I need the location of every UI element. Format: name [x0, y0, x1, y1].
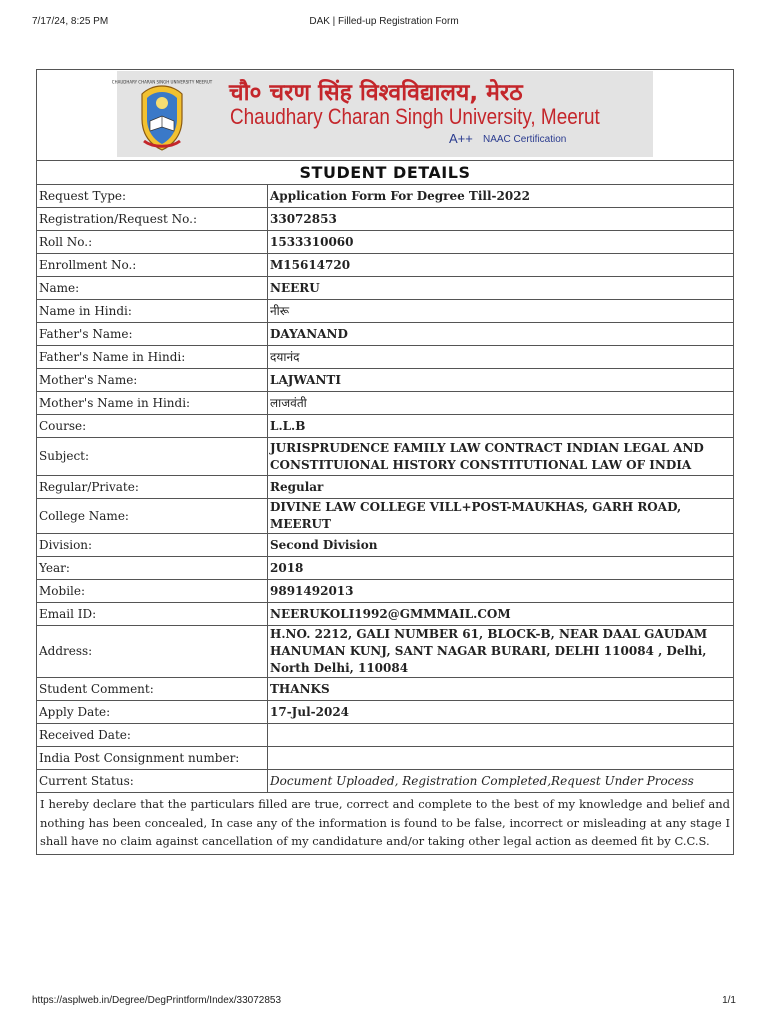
field-label: Enrollment No.:	[37, 254, 268, 277]
field-value: LAJWANTI	[268, 369, 734, 392]
row-course	[37, 415, 733, 438]
field-label: Father's Name in Hindi:	[37, 346, 268, 369]
field-label: Received Date:	[37, 724, 268, 747]
field-label: Student Comment:	[37, 678, 268, 701]
field-value: NEERUKOLI1992@GMMMAIL.COM	[268, 603, 734, 626]
row-apply-date	[37, 701, 733, 724]
field-label: Division:	[37, 534, 268, 557]
field-value: लाजवंती	[268, 392, 734, 415]
print-page-title: DAK | Filled-up Registration Form	[309, 16, 459, 27]
field-value: 9891492013	[268, 580, 734, 603]
field-value: 2018	[268, 557, 734, 580]
row-received-date	[37, 724, 733, 747]
row-mother-name-hindi	[37, 392, 733, 415]
row-mother-name	[37, 369, 733, 392]
field-label: College Name:	[37, 499, 268, 534]
field-value: M15614720	[268, 254, 734, 277]
field-label: Father's Name:	[37, 323, 268, 346]
field-label: Mobile:	[37, 580, 268, 603]
student-details-table	[37, 185, 733, 793]
row-roll-no	[37, 231, 733, 254]
row-student-comment	[37, 678, 733, 701]
university-banner	[111, 71, 653, 157]
field-value: 17-Jul-2024	[268, 701, 734, 724]
field-value: NEERU	[268, 277, 734, 300]
row-division	[37, 534, 733, 557]
field-value	[268, 747, 734, 770]
row-consignment-number	[37, 747, 733, 770]
field-value: 1533310060	[268, 231, 734, 254]
field-value	[268, 724, 734, 747]
row-college-name	[37, 499, 733, 534]
logo-seal-text: CHAUDHARY CHARAN SINGH UNIVERSITY MEERUT	[111, 79, 213, 85]
field-label: Email ID:	[37, 603, 268, 626]
university-name-english: Chaudhary Charan Singh University, Meerut	[230, 104, 600, 129]
row-mobile	[37, 580, 733, 603]
registration-form	[36, 69, 734, 855]
row-name-hindi	[37, 300, 733, 323]
row-father-name	[37, 323, 733, 346]
section-title: STUDENT DETAILS	[37, 161, 733, 185]
field-label: Regular/Private:	[37, 476, 268, 499]
row-current-status	[37, 770, 733, 793]
field-label: Year:	[37, 557, 268, 580]
field-value: 33072853	[268, 208, 734, 231]
field-value: JURISPRUDENCE FAMILY LAW CONTRACT INDIAN LEGAL AND CONSTITUIONAL HISTORY CONSTITUTIONAL LAW OF INDIA	[268, 438, 734, 476]
field-label: Mother's Name:	[37, 369, 268, 392]
field-value: Document Uploaded, Registration Completed,Request Under Process	[268, 770, 734, 793]
field-label: Apply Date:	[37, 701, 268, 724]
field-label: Current Status:	[37, 770, 268, 793]
field-value: Second Division	[268, 534, 734, 557]
field-label: Address:	[37, 626, 268, 678]
row-name	[37, 277, 733, 300]
row-enrollment-no	[37, 254, 733, 277]
university-banner-cell	[37, 70, 733, 161]
field-value: नीरू	[268, 300, 734, 323]
print-datetime: 7/17/24, 8:25 PM	[32, 16, 109, 27]
row-father-name-hindi	[37, 346, 733, 369]
field-value: H.NO. 2212, GALI NUMBER 61, BLOCK-B, NEAR DAAL GAUDAM HANUMAN KUNJ, SANT NAGAR BURARI, DELHI 110084 , Delhi, North Delhi, 110084	[268, 626, 734, 678]
naac-certification: NAAC Certification	[483, 134, 567, 145]
field-value: DAYANAND	[268, 323, 734, 346]
field-label: India Post Consignment number:	[37, 747, 268, 770]
field-label: Registration/Request No.:	[37, 208, 268, 231]
row-registration-no	[37, 208, 733, 231]
print-page-number: 1/1	[722, 995, 736, 1006]
field-label: Course:	[37, 415, 268, 438]
field-value: Regular	[268, 476, 734, 499]
field-label: Name in Hindi:	[37, 300, 268, 323]
print-footer	[32, 995, 736, 1009]
university-name-hindi: चौ० चरण सिंह विश्वविद्यालय, मेरठ	[229, 80, 523, 106]
university-logo-icon	[111, 79, 213, 153]
declaration-text: I hereby declare that the particulars filled are true, correct and complete to the best of my knowledge and belief and nothing has been concealed, In case any of the information is found to be false, incorrect or misleading at any stage I shall have no claim against cancellation of my candidature and/or taking other legal action as deemed fit by C.C.S.	[40, 797, 730, 848]
print-url: https://asplweb.in/Degree/DegPrintform/Index/33072853	[32, 995, 282, 1006]
field-value: Application Form For Degree Till-2022	[268, 185, 734, 208]
field-label: Roll No.:	[37, 231, 268, 254]
field-label: Subject:	[37, 438, 268, 476]
row-regular-private	[37, 476, 733, 499]
row-request-type	[37, 185, 733, 208]
row-subject	[37, 438, 733, 476]
row-address	[37, 626, 733, 678]
field-value: L.L.B	[268, 415, 734, 438]
field-value: THANKS	[268, 678, 734, 701]
naac-grade: A++	[449, 131, 473, 146]
print-header	[32, 16, 736, 30]
field-label: Request Type:	[37, 185, 268, 208]
field-value: दयानंद	[268, 346, 734, 369]
field-label: Mother's Name in Hindi:	[37, 392, 268, 415]
row-year	[37, 557, 733, 580]
field-label: Name:	[37, 277, 268, 300]
row-email	[37, 603, 733, 626]
field-value: DIVINE LAW COLLEGE VILL+POST-MAUKHAS, GARH ROAD, MEERUT	[268, 499, 734, 534]
